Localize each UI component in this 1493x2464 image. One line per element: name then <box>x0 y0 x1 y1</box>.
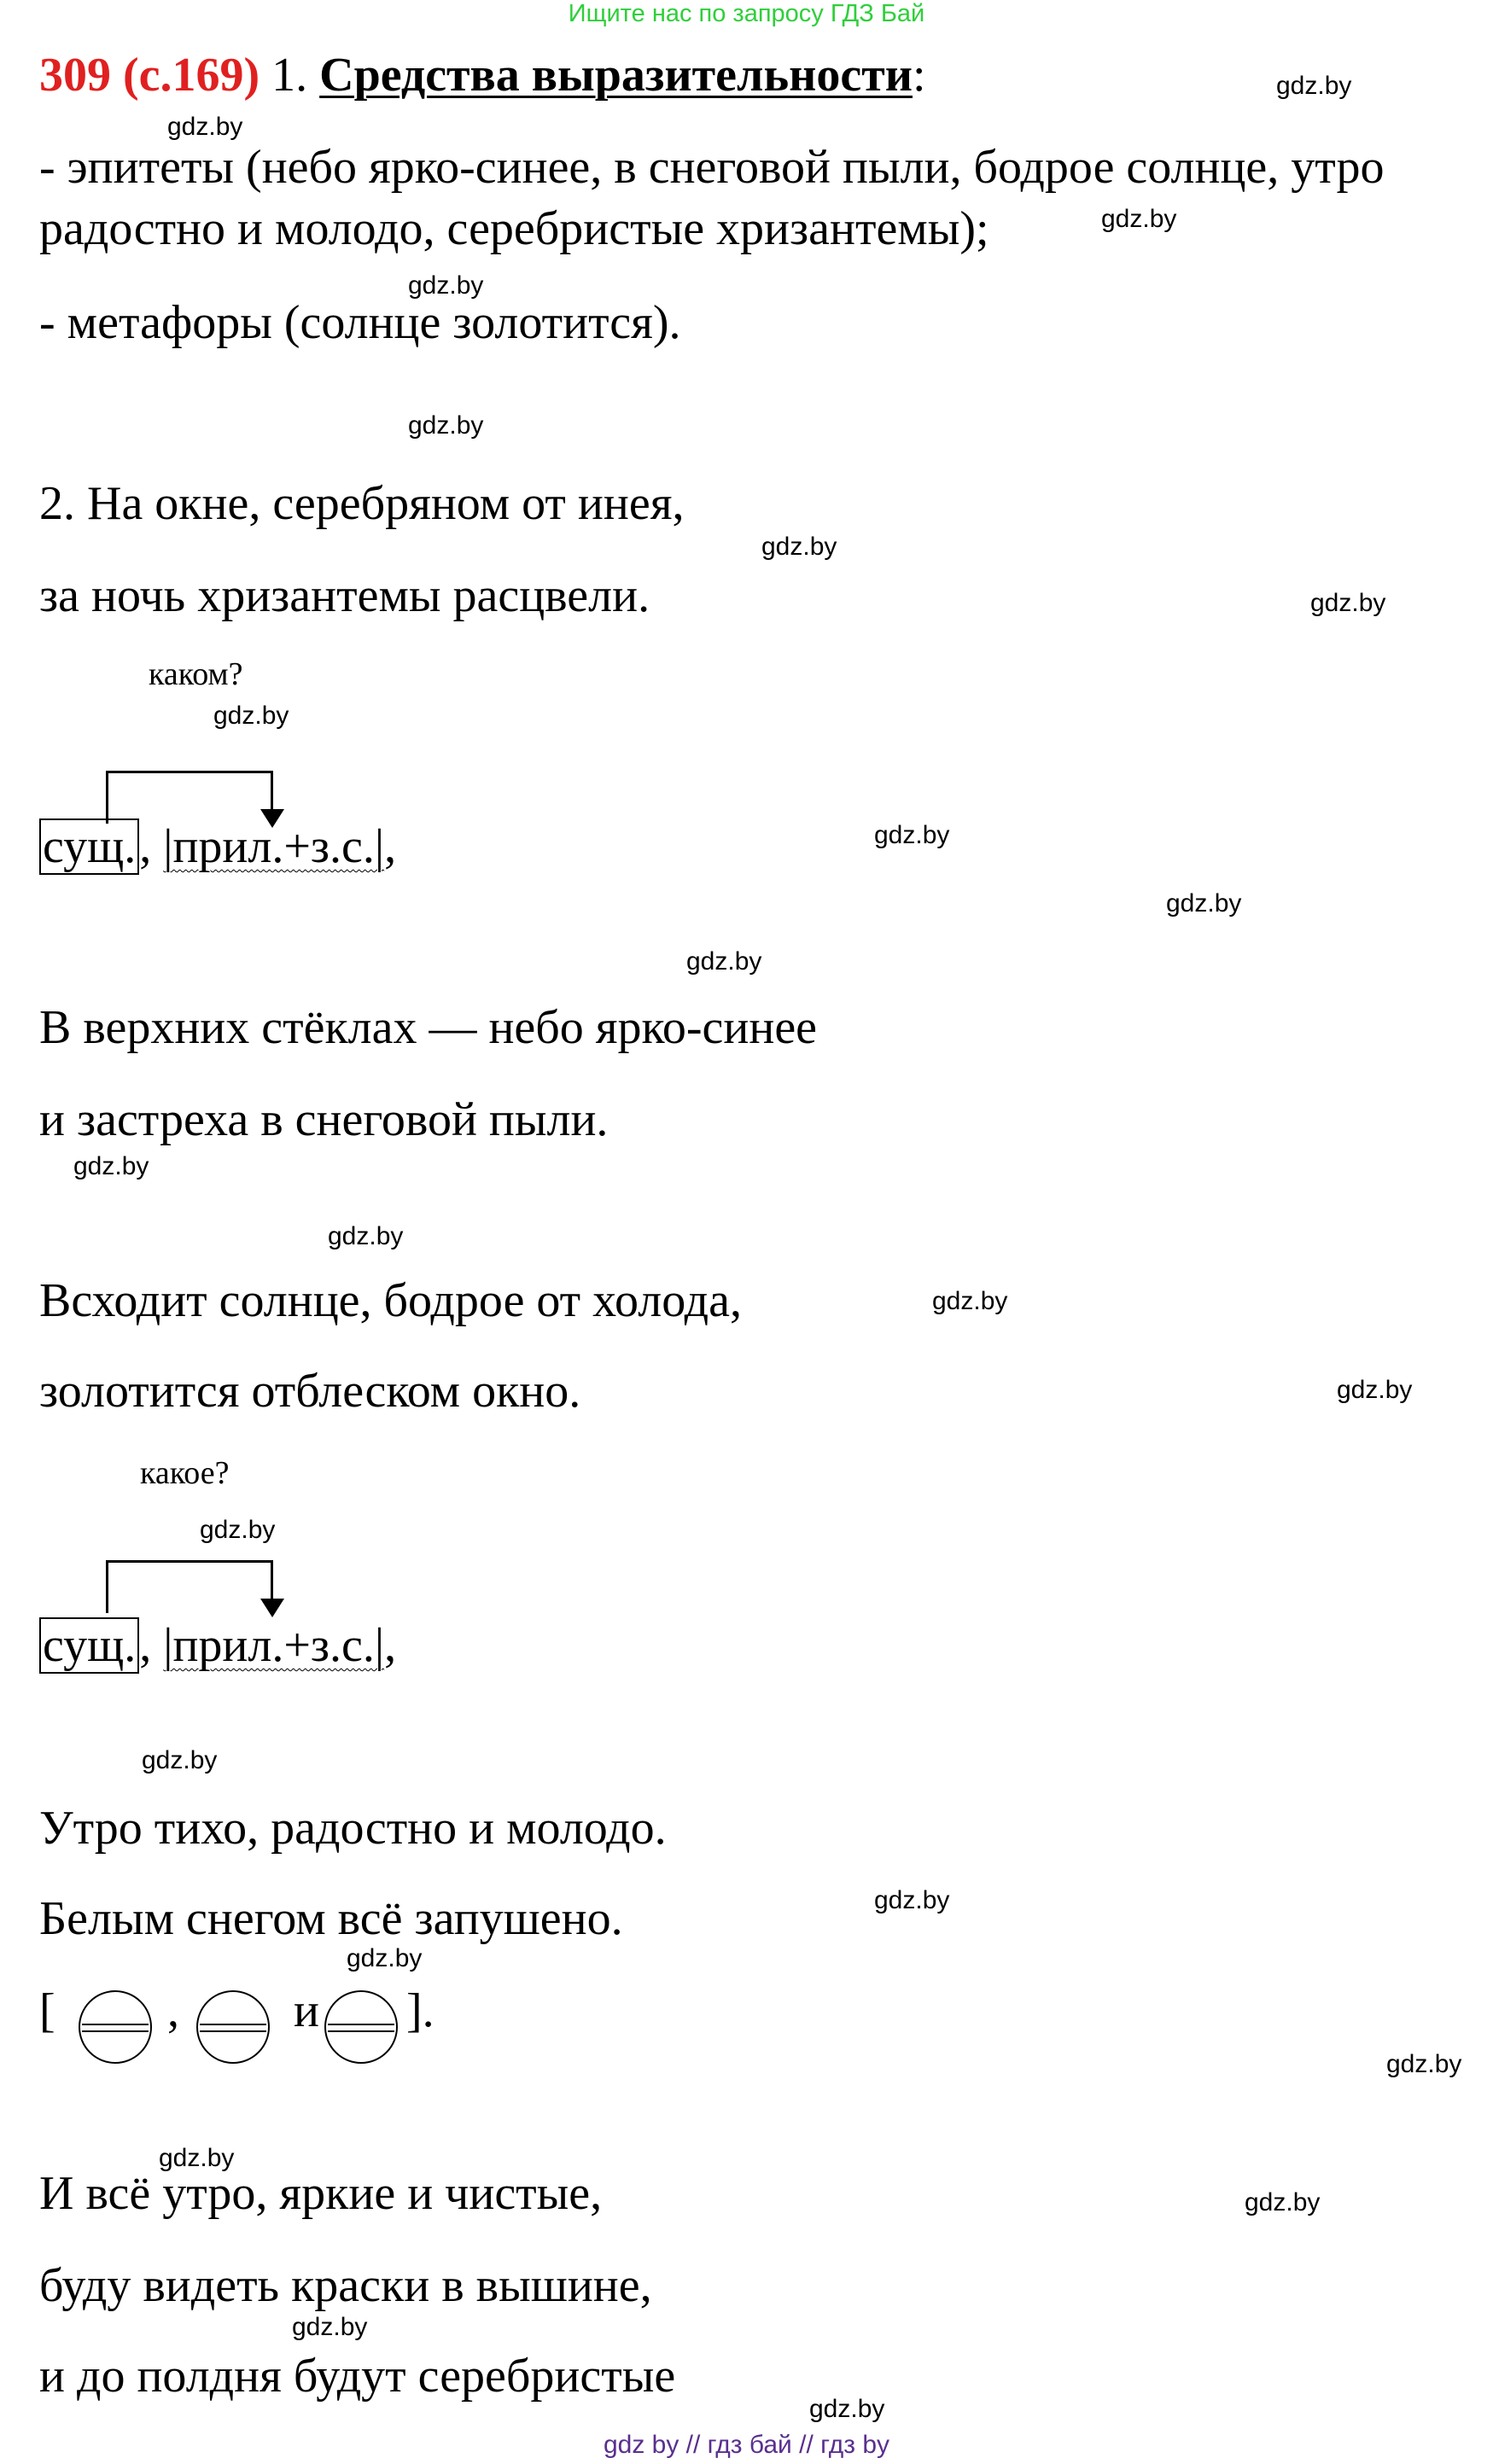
stanza4-line-1: Утро тихо, радостно и молодо. <box>39 1802 667 1855</box>
section-heading: Средства выразительности <box>319 49 913 102</box>
scheme2-arrow-right-stem <box>271 1560 273 1603</box>
scheme1-arrow-left-stem <box>106 771 108 824</box>
scheme3-open-bracket: [ <box>39 1984 55 2037</box>
scheme3-and: и <box>294 1984 319 2037</box>
metaphors-line: - метафоры (солнце золотится). <box>39 296 681 349</box>
watermark: gdz.by <box>1101 205 1177 233</box>
watermark: gdz.by <box>874 821 950 849</box>
part1-number: 1. <box>271 49 308 102</box>
epithets-line-1: - эпитеты (небо ярко-синее, в снеговой пыли, бодрое солнце, утро <box>39 141 1385 194</box>
watermark: gdz.by <box>408 411 484 440</box>
part2-line-1: 2. На окне, серебряном от инея, <box>39 477 685 530</box>
watermark: gdz.by <box>213 702 289 730</box>
scheme1-arrow-top <box>106 771 273 773</box>
watermark: gdz.by <box>408 271 484 300</box>
watermark: gdz.by <box>1337 1376 1413 1404</box>
watermark: gdz.by <box>347 1944 423 1972</box>
watermark: gdz.by <box>1245 2188 1321 2216</box>
watermark: gdz.by <box>159 2144 235 2172</box>
bottom-banner[interactable]: gdz by // гдз бай // гдз by <box>603 2431 890 2459</box>
scheme1 <box>39 819 396 874</box>
watermark: gdz.by <box>1166 889 1242 917</box>
watermark: gdz.by <box>761 533 837 561</box>
watermark: gdz.by <box>167 113 243 141</box>
stanza2-line-2: и застреха в снеговой пыли. <box>39 1093 609 1146</box>
scheme3-comma: , <box>167 1984 179 2037</box>
scheme2 <box>39 1618 396 1673</box>
scheme1-adj-phrase: |прил.+з.с.| <box>163 820 385 873</box>
stanza4-line-2: Белым снегом всё запушено. <box>39 1892 623 1945</box>
stanza3-line-1: Всходит солнце, бодрое от холода, <box>39 1274 742 1327</box>
stanza3-line-2: золотится отблеском окно. <box>39 1365 581 1418</box>
stanza2-line-1: В верхних стёклах — небо ярко-синее <box>39 1001 818 1054</box>
question-kakom: каком? <box>149 656 243 692</box>
watermark: gdz.by <box>1386 2050 1462 2078</box>
epithets-line-2: радостно и молодо, серебристые хризантемы); <box>39 202 989 255</box>
stanza5-line-2: буду видеть краски в вышине, <box>39 2259 652 2312</box>
question-kakoe: какое? <box>140 1455 230 1491</box>
scheme3-close-bracket: ]. <box>406 1984 434 2037</box>
scheme2-adj-phrase: |прил.+з.с.| <box>163 1619 385 1672</box>
watermark: gdz.by <box>932 1287 1008 1315</box>
watermark: gdz.by <box>1310 589 1386 617</box>
scheme3-predicate-circle-1-icon <box>77 1989 154 2065</box>
scheme2-arrow-top <box>106 1560 273 1563</box>
scheme1-noun: сущ. <box>39 818 139 875</box>
watermark: gdz.by <box>200 1516 276 1544</box>
stanza5-line-1: И всё утро, яркие и чистые, <box>39 2167 603 2220</box>
watermark: gdz.by <box>292 2313 368 2341</box>
scheme3-predicate-circle-3-icon <box>323 1989 399 2065</box>
scheme2-arrow-head-icon <box>260 1599 284 1619</box>
watermark: gdz.by <box>1276 72 1352 100</box>
scheme1-comma-2: , <box>384 820 397 873</box>
watermark: gdz.by <box>142 1746 218 1774</box>
scheme2-arrow-left-stem <box>106 1560 108 1613</box>
scheme2-comma: , <box>139 1619 152 1672</box>
exercise-number: 309 (с.169) <box>39 49 260 102</box>
top-banner[interactable]: Ищите нас по запросу ГДЗ Бай <box>568 0 925 27</box>
watermark: gdz.by <box>328 1222 404 1250</box>
scheme3-predicate-circle-2-icon <box>195 1989 271 2065</box>
heading-line <box>39 48 926 102</box>
watermark: gdz.by <box>809 2395 885 2423</box>
heading-colon: : <box>912 49 926 102</box>
watermark: gdz.by <box>874 1886 950 1914</box>
stanza5-line-3: и до полдня будут серебристые <box>39 2350 676 2403</box>
watermark: gdz.by <box>73 1152 149 1180</box>
scheme1-comma: , <box>139 820 152 873</box>
part2-line-2: за ночь хризантемы расцвели. <box>39 569 650 622</box>
scheme2-noun: сущ. <box>39 1617 139 1674</box>
scheme1-arrow-right-stem <box>271 771 273 813</box>
scheme2-comma-2: , <box>384 1619 397 1672</box>
watermark: gdz.by <box>686 947 762 976</box>
